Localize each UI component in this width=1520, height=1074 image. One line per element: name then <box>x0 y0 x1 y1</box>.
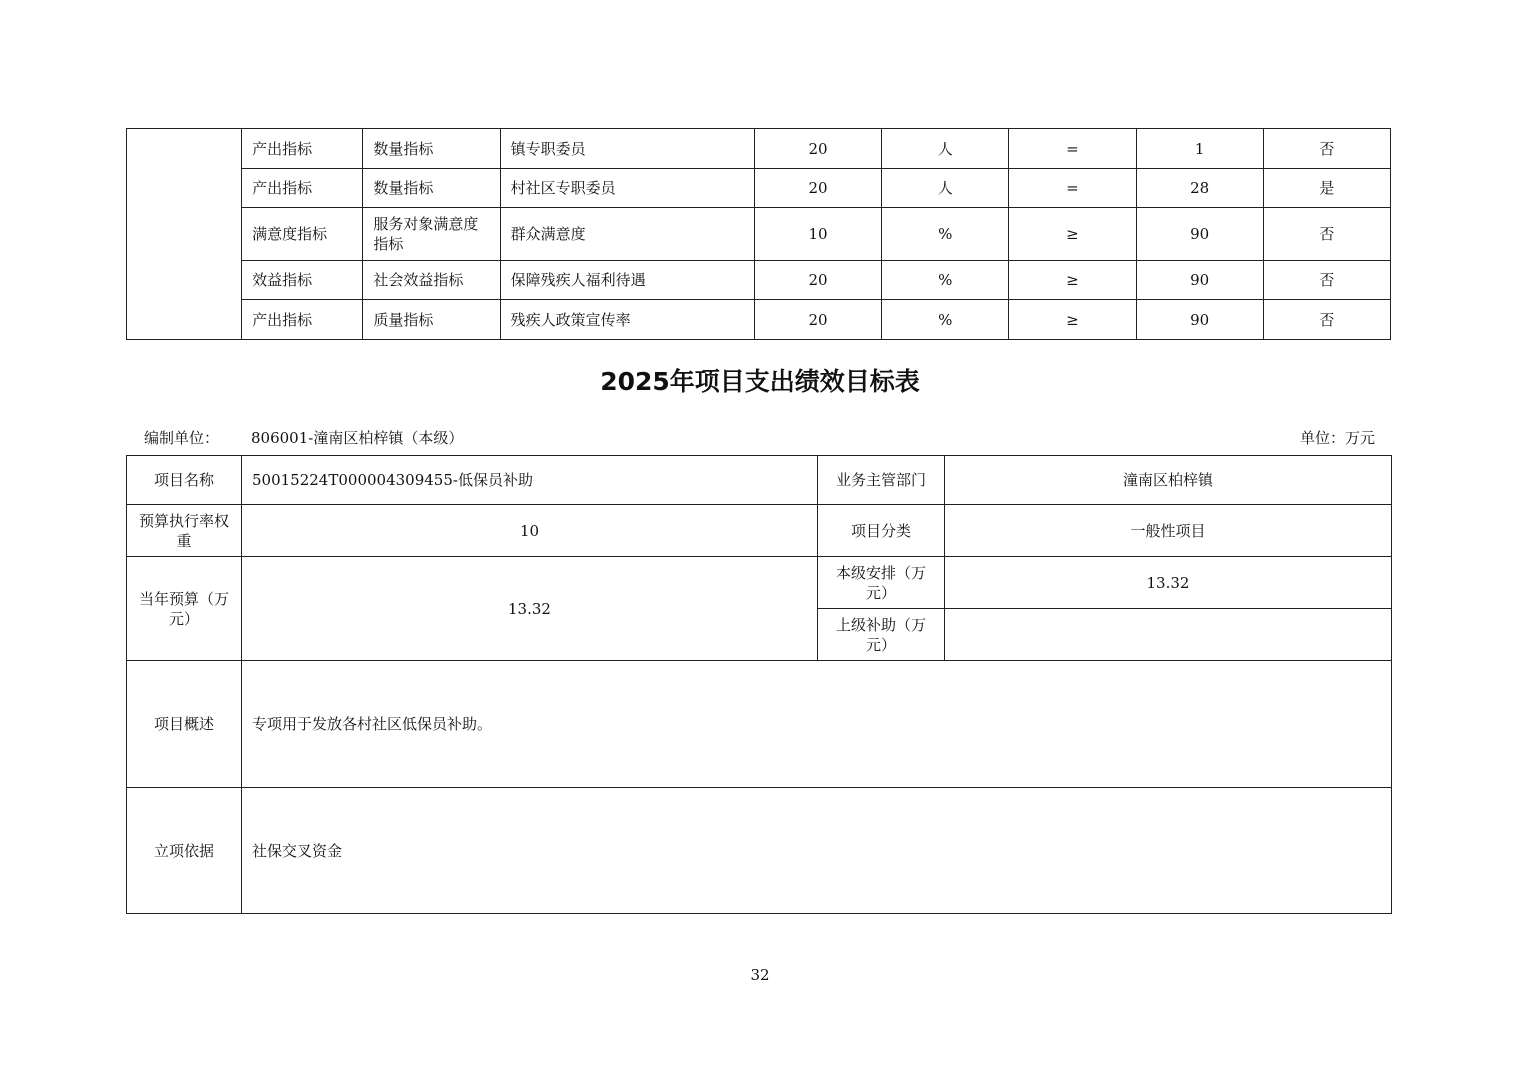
table-row <box>127 300 1391 340</box>
page-title: 2025年项目支出绩效目标表 <box>600 367 920 396</box>
weight-value: 10 <box>242 505 818 557</box>
target-value: 90 <box>1136 208 1263 261</box>
table-row <box>127 557 1392 609</box>
overview-value: 专项用于发放各村社区低保员补助。 <box>242 661 1392 788</box>
project-name-label: 项目名称 <box>127 456 242 505</box>
subsidy-label: 上级补助（万元） <box>818 609 945 661</box>
subsidy-value <box>945 609 1392 661</box>
level1-indicator: 产出指标 <box>242 129 363 169</box>
weight-value: 10 <box>754 208 881 261</box>
page-number: 32 <box>750 966 770 984</box>
dept-value: 潼南区柏梓镇 <box>945 456 1392 505</box>
project-table <box>126 455 1392 914</box>
org-value: 806001-潼南区柏梓镇（本级） <box>251 429 464 447</box>
unit-value: % <box>882 300 1009 340</box>
weight-value: 20 <box>754 129 881 169</box>
project-name-value: 50015224T000004309455-低保员补助 <box>242 456 818 505</box>
level2-indicator: 服务对象满意度指标 <box>363 208 500 261</box>
budget-label: 当年预算（万元） <box>127 557 242 661</box>
level2-indicator: 数量指标 <box>363 169 500 208</box>
level3-indicator: 村社区专职委员 <box>500 169 754 208</box>
org-label: 编制单位： <box>144 429 220 447</box>
target-value: 1 <box>1136 129 1263 169</box>
core-value: 是 <box>1263 169 1390 208</box>
weight-label: 预算执行率权重 <box>127 505 242 557</box>
weight-value: 20 <box>754 169 881 208</box>
table-row <box>127 505 1392 557</box>
table-row <box>127 661 1392 788</box>
category-label: 项目分类 <box>818 505 945 557</box>
budget-value: 13.32 <box>242 557 818 661</box>
level3-indicator: 群众满意度 <box>500 208 754 261</box>
level2-indicator: 数量指标 <box>363 129 500 169</box>
unit-value: % <box>882 208 1009 261</box>
weight-value: 20 <box>754 300 881 340</box>
unit-value: 人 <box>882 129 1009 169</box>
blank-cell <box>127 129 242 340</box>
basis-label: 立项依据 <box>127 788 242 914</box>
core-value: 否 <box>1263 300 1390 340</box>
table-row <box>127 456 1392 505</box>
operator-value: = <box>1009 129 1136 169</box>
table-row <box>127 208 1391 261</box>
weight-value: 20 <box>754 261 881 300</box>
core-value: 否 <box>1263 129 1390 169</box>
overview-label: 项目概述 <box>127 661 242 788</box>
level1-indicator: 满意度指标 <box>242 208 363 261</box>
level1-indicator: 产出指标 <box>242 169 363 208</box>
target-value: 90 <box>1136 300 1263 340</box>
category-value: 一般性项目 <box>945 505 1392 557</box>
target-value: 28 <box>1136 169 1263 208</box>
level2-indicator: 质量指标 <box>363 300 500 340</box>
level3-indicator: 保障残疾人福利待遇 <box>500 261 754 300</box>
level3-indicator: 镇专职委员 <box>500 129 754 169</box>
table-row <box>127 129 1391 169</box>
table-row <box>127 169 1391 208</box>
operator-value: ≥ <box>1009 300 1136 340</box>
local-label: 本级安排（万元） <box>818 557 945 609</box>
table-row <box>127 261 1391 300</box>
unit-value: 人 <box>882 169 1009 208</box>
level2-indicator: 社会效益指标 <box>363 261 500 300</box>
operator-value: ≥ <box>1009 261 1136 300</box>
target-value: 90 <box>1136 261 1263 300</box>
local-value: 13.32 <box>945 557 1392 609</box>
core-value: 否 <box>1263 261 1390 300</box>
level1-indicator: 效益指标 <box>242 261 363 300</box>
dept-label: 业务主管部门 <box>818 456 945 505</box>
indicator-table <box>126 128 1391 340</box>
operator-value: = <box>1009 169 1136 208</box>
level3-indicator: 残疾人政策宣传率 <box>500 300 754 340</box>
operator-value: ≥ <box>1009 208 1136 261</box>
core-value: 否 <box>1263 208 1390 261</box>
table-row <box>127 788 1392 914</box>
level1-indicator: 产出指标 <box>242 300 363 340</box>
unit-label: 单位：万元 <box>1300 429 1376 447</box>
unit-value: % <box>882 261 1009 300</box>
basis-value: 社保交叉资金 <box>242 788 1392 914</box>
